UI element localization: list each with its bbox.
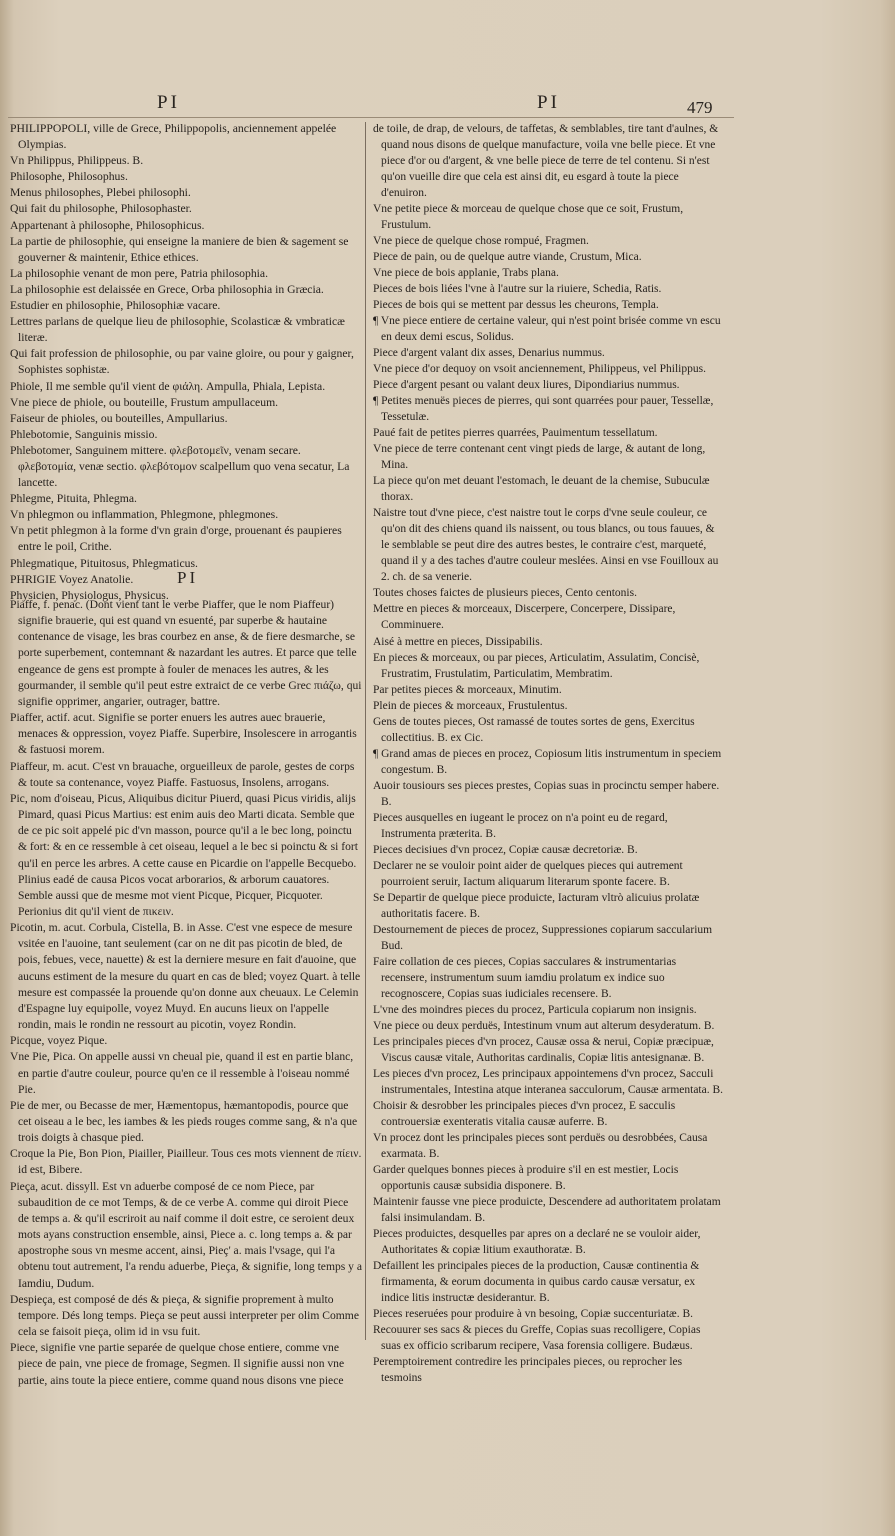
- dictionary-entry: Gens de toutes pieces, Ost ramassé de toutes sortes de gens, Exercitus collectitius. B. ex Cic.: [373, 715, 695, 744]
- dictionary-entry: Piece, signifie vne partie separée de quelque chose entiere, comme vne piece de pain, vne piece de fromage, Segmen. Il signifie aussi non vne partie, ains toute la piece entiere, comme quand nous disons vne piece: [10, 1341, 345, 1387]
- dictionary-entry: ¶ Vne piece entiere de certaine valeur, qui n'est point brisée comme vn escu en deux demi escus, Solidus.: [373, 315, 721, 344]
- dictionary-entry: Piece d'argent pesant ou valant deux liures, Dipondiarius nummus.: [373, 379, 680, 392]
- dictionary-entry: Phlegmatique, Pituitosus, Phlegmaticus.: [10, 556, 198, 570]
- dictionary-entry: Phlebotomer, Sanguinem mittere. φλεβοτομεῖν, venam secare. φλεβοτομία, venæ sectio. φλεβότομον scalpellum quo vena secatur, La lancette.: [10, 443, 350, 490]
- dictionary-entry: Se Departir de quelque piece produicte, Iacturam vltrò alicuius prolatæ authoritatis facere. B.: [373, 891, 700, 920]
- dictionary-entry: Despieça, est composé de dés & pieça, & signifie proprement à multo tempore. Dés long temps. Pieça se peut aussi interpreter per olim Comme cela se faisoit pieça, olim id in vsu fuit.: [10, 1292, 359, 1339]
- dictionary-entry: Les principales pieces d'vn procez, Causæ ossa & nerui, Copiæ præcipuæ, Viscus causæ vitale, Authoritas cardinalis, Copiæ litis antesignanæ. B.: [373, 1035, 714, 1064]
- dictionary-entry: Vne petite piece & morceau de quelque chose que ce soit, Frustum, Frustulum.: [373, 203, 684, 232]
- dictionary-entry: Vne piece de phiole, ou bouteille, Frustum ampullaceum.: [10, 395, 279, 409]
- dictionary-entry: Vn petit phlegmon à la forme d'vn grain d'orge, prouenant és paupieres entre le poil, Crithe.: [10, 524, 342, 554]
- dictionary-entry: La philosophie venant de mon pere, Patria philosophia.: [10, 266, 269, 280]
- column-divider: [365, 122, 366, 1340]
- dictionary-entry: Vn procez dont les principales pieces sont perduës ou desrobbées, Causa exarmata. B.: [373, 1131, 708, 1160]
- dictionary-entry: Faire collation de ces pieces, Copias sacculares & instrumentarias recensere, instrumentum suum iamdiu prolatum ex indice suo recognoscere, Copias suas iudiciales recensere. B.: [373, 955, 677, 1000]
- dictionary-entry: ¶ Petites menuës pieces de pierres, qui sont quarrées pour pauer, Tessellæ, Tessetulæ.: [373, 395, 714, 424]
- dictionary-entry: Appartenant à philosophe, Philosophicus.: [10, 218, 205, 232]
- dictionary-entry: Pieces reseruées pour produire à vn besoing, Copiæ succenturiatæ. B.: [373, 1308, 694, 1321]
- dictionary-entry: Peremptoirement contredire les principales pieces, ou reprocher les tesmoins: [373, 1356, 683, 1385]
- right-column: [373, 121, 723, 1386]
- dictionary-entry: Vne Pie, Pica. On appelle aussi vn cheual pie, quand il est en partie blanc, en partie d'autre couleur, pource qu'en ce il ressemble à l'oiseau nommé Pie.: [10, 1050, 354, 1096]
- dictionary-entry: Estudier en philosophie, Philosophiæ vacare.: [10, 299, 221, 313]
- dictionary-entry: Lettres parlans de quelque lieu de philosophie, Scolasticæ & vmbraticæ literæ.: [10, 315, 345, 345]
- dictionary-entry: Pic, nom d'oiseau, Picus, Aliquibus dicitur Piuerd, quasi Picus viridis, alijs Pimard, quasi Picus Martius: est enim auis deo Marti dicata. Semble que de ce pic soit appelé pic d'vn masson, pource qu'il a le bec long, poinctu & fort: & en ce ressemble à cet oiseau, lequel a le bec si poinctu & si fort qu'il en perce les arbres. A cette cause en Picardie on l'appelle Becquebo. Plinius eadé de causa Picos vocat arborarios, & arborum cauatores. Semble aussi que de mesme mot vient Picque, Picquer, Picquoter. Perionius dit qu'il vient de πικειν.: [10, 791, 358, 918]
- dictionary-entry: Vne piece de bois applanie, Trabs plana.: [373, 267, 559, 280]
- dictionary-entry: Pieces produictes, desquelles par apres on a declaré ne se vouloir aider, Authoritates & copiæ litium exauthoratæ. B.: [373, 1228, 701, 1257]
- section-heading: PI: [177, 568, 199, 587]
- dictionary-entry: Maintenir fausse vne piece produicte, Descendere ad authoritatem prolatam falsi insimulandam. B.: [373, 1196, 721, 1225]
- dictionary-entry: Mettre en pieces & morceaux, Discerpere, Concerpere, Dissipare, Comminuere.: [373, 603, 676, 632]
- dictionary-entry: Faiseur de phioles, ou bouteilles, Ampullarius.: [10, 411, 228, 425]
- dictionary-entry: Piaffer, actif. acut. Signifie se porter enuers les autres auec brauerie, menaces & oppression, voyez Piaffe. Superbire, Insolescere in arrogantis & fastuosi morem.: [10, 711, 357, 757]
- dictionary-entry: Piaffe, f. penac. (Dont vient tant le verbe Piaffer, que le nom Piaffeur) signifie brauerie, qui est quand vn esuenté, par superbe & hautaine contenance de visage, les bras courbez en anse, & de fiere desmarche, se porte superbement, contemnant & nazardant les autres. Et parce que telle engeance de gens est prompte à fouler de menaces les autres, & les gourmander, il semble qu'il peut estre extraict de ce verbe Grec πιάζω, qui signifie opprimer, angarier, outrager, battre.: [10, 598, 362, 708]
- left-running-head: PI: [157, 92, 180, 113]
- dictionary-entry: Piece de pain, ou de quelque autre viande, Crustum, Mica.: [373, 251, 642, 264]
- dictionary-entry: Menus philosophes, Plebei philosophi.: [10, 186, 191, 200]
- dictionary-entry: Recouurer ses sacs & pieces du Greffe, Copias suas recolligere, Copias suas ex officio scribarum recipere, Vasa forensia colligere. Budæus.: [373, 1324, 701, 1353]
- dictionary-entry: Defaillent les principales pieces de la production, Causæ continentia & firmamenta, & eorum documenta in quibus cardo causæ versatur, ex indice litis instructæ desiderantur. B.: [373, 1260, 700, 1305]
- dictionary-entry: Choisir & desrobber les principales pieces d'vn procez, E sacculis controuersiæ exenteratis vitalia causæ auferre. B.: [373, 1099, 676, 1128]
- dictionary-entry: Pieces de bois liées l'vne à l'autre sur la riuiere, Schedia, Ratis.: [373, 283, 662, 296]
- dictionary-entry: Pie de mer, ou Becasse de mer, Hæmentopus, hæmantopodis, pource que cet oiseau a le bec, les iambes & les pieds rouges comme sang, & n'a que trois doigts à chasque pied.: [10, 1098, 358, 1145]
- dictionary-entry: Destournement de pieces de procez, Suppressiones copiarum saccularium Bud.: [373, 923, 713, 952]
- dictionary-entry: Pieces ausquelles en iugeant le procez on n'a point eu de regard, Instrumenta præterita. B.: [373, 811, 668, 840]
- dictionary-entry: La philosophie est delaissée en Grece, Orba philosophia in Græcia.: [10, 282, 324, 296]
- dictionary-entry: Picque, voyez Pique.: [10, 1034, 108, 1048]
- dictionary-entry: Qui fait du philosophe, Philosophaster.: [10, 202, 192, 216]
- dictionary-entry: Croque la Pie, Bon Pion, Piailler, Piailleur. Tous ces mots viennent de πίειν. id est, Bibere.: [10, 1147, 362, 1177]
- dictionary-entry: Physicien, Physiologus, Physicus.: [10, 588, 169, 602]
- dictionary-entry: Phlebotomie, Sanguinis missio.: [10, 427, 158, 441]
- dictionary-entry: Plein de pieces & morceaux, Frustulentus.: [373, 699, 568, 712]
- dictionary-entry: Piaffeur, m. acut. C'est vn brauache, orgueilleux de parole, gestes de corps & toute sa contenance, voyez Piaffe. Fastuosus, Insolens, arrogans.: [10, 759, 355, 789]
- dictionary-entry: Phiole, Il me semble qu'il vient de φιάλη. Ampulla, Phiala, Lepista.: [10, 379, 326, 393]
- dictionary-entry: Les pieces d'vn procez, Les principaux appointemens d'vn procez, Sacculi instrumentales, Intestina atque interanea sacculorum, Causæ armentata. B.: [373, 1067, 724, 1096]
- dictionary-entry: Par petites pieces & morceaux, Minutim.: [373, 683, 562, 696]
- dictionary-entry: Pieça, acut. dissyll. Est vn aduerbe composé de ce nom Piece, par subaudition de ce mot Temps, & de ce verbe A. comme qui diroit Piece de temps a. & qu'il escriroit au naif comme il doit estre, ce seroient deux mots ayans construction ensemble, ainsi, Piece a. c. long temps a. & par apostrophe sous vn mesme accent, ainsi, Pieç' a. mais l'vsage, qui l'a obtenu tout autrement, l'a rendu aduerbe, Pieça, & signifie, long temps y a Iamdiu, Dudum.: [10, 1179, 363, 1290]
- dictionary-entry: Picotin, m. acut. Corbula, Cistella, B. in Asse. C'est vne espece de mesure vsitée en l'auoine, tant seulement (car on ne dit pas picotin de bled, de pois, febues, vece, nauette) & est la derniere mesure en fait d'auoine, que aucuns estiment de la mesure du quart en cas de bled; voyez Quart. à telle mesure est compassée la prouende qu'on donne aux cheuaux. Le Celemin d'Espagne luy equipolle, voyez Muyd. En aucuns lieux on l'appelle rondin, mais le rondin ne ressourt au picotin, voyez Rondin.: [10, 921, 361, 1032]
- dictionary-entry: Pieces decisiues d'vn procez, Copiæ causæ decretoriæ. B.: [373, 843, 638, 856]
- dictionary-entry: Aisé à mettre en pieces, Dissipabilis.: [373, 635, 543, 648]
- dictionary-entry: Piece d'argent valant dix asses, Denarius nummus.: [373, 347, 605, 360]
- dictionary-entry: En pieces & morceaux, ou par pieces, Articulatim, Assulatim, Concisè, Frustratim, Frustulatim, Particulatim, Membratim.: [373, 651, 700, 680]
- dictionary-entry: Paué fait de petites pierres quarrées, Pauimentum tessellatum.: [373, 427, 658, 440]
- left-column-top: [10, 121, 355, 604]
- left-column-bottom: [10, 597, 362, 1389]
- dictionary-entry: Qui fait profession de philosophie, ou par vaine gloire, ou pour y gaigner, Sophistes sophistæ.: [10, 347, 354, 377]
- dictionary-entry: de toile, de drap, de velours, de taffetas, & semblables, tire tant d'aulnes, & quand nous disons de quelque manufacture, voila vne belle piece. Et vne piece d'or ou d'argent, & vne belle piece de terre de tel contenu. Si n'est qu'on vueille dire que cela est ainsi dit, eu esgard à toute la piece d'enuiron.: [373, 123, 719, 200]
- dictionary-entry: Declarer ne se vouloir point aider de quelques pieces qui autrement pourroient seruir, Iactum aliquarum literarum sponte facere. B.: [373, 859, 683, 888]
- dictionary-entry: ¶ Grand amas de pieces en procez, Copiosum litis instrumentum in speciem congestum. B.: [373, 747, 722, 776]
- page-number: 479: [687, 98, 713, 117]
- dictionary-entry: Garder quelques bonnes pieces à produire s'il en est mestier, Locis opportunis causæ subsidia disponere. B.: [373, 1164, 679, 1193]
- dictionary-entry: Toutes choses faictes de plusieurs pieces, Cento centonis.: [373, 587, 637, 600]
- dictionary-entry: La piece qu'on met deuant l'estomach, le deuant de la chemise, Subuculæ thorax.: [373, 475, 710, 504]
- dictionary-entry: Pieces de bois qui se mettent par dessus les cheurons, Templa.: [373, 299, 659, 312]
- right-running-head: PI: [537, 92, 560, 113]
- dictionary-entry: Phlegme, Pituita, Phlegma.: [10, 492, 137, 506]
- dictionary-entry: Vn Philippus, Philippeus. B.: [10, 154, 144, 168]
- dictionary-entry: Vne piece ou deux perduës, Intestinum vnum aut alterum desyderatum. B.: [373, 1019, 715, 1032]
- dictionary-entry: La partie de philosophie, qui enseigne la maniere de bien & sagement se gouverner & maintenir, Ethice ethices.: [10, 234, 349, 264]
- dictionary-entry: Vne piece de terre contenant cent vingt pieds de large, & autant de long, Mina.: [373, 443, 706, 472]
- dictionary-entry: Auoir tousiours ses pieces prestes, Copias suas in procinctu semper habere. B.: [373, 779, 720, 808]
- dictionary-entry: Vn phlegmon ou inflammation, Phlegmone, phlegmones.: [10, 508, 279, 522]
- dictionary-entry: Vne piece de quelque chose rompué, Fragmen.: [373, 235, 589, 248]
- header-rule: [8, 117, 734, 118]
- dictionary-entry: Philosophe, Philosophus.: [10, 170, 128, 184]
- dictionary-entry: Naistre tout d'vne piece, c'est naistre tout le corps d'vne seule couleur, ce qu'on dit des chiens quand ils naissent, ou tous blancs, ou tous fauues, & le semblable se peut dire des autres bestes, le contraire c'est, marqueté, quand il y a des taches d'autre couleur meslées. Ainsi en vse Fouilloux au 2. ch. de sa venerie.: [373, 507, 719, 584]
- dictionary-entry: L'vne des moindres pieces du procez, Particula copiarum non insignis.: [373, 1003, 697, 1016]
- dictionary-entry: PHRIGIE Voyez Anatolie.: [10, 572, 134, 586]
- dictionary-entry: PHILIPPOPOLI, ville de Grece, Philippopolis, anciennement appelée Olympias.: [10, 122, 337, 152]
- dictionary-entry: Vne piece d'or dequoy on vsoit anciennement, Philippeus, vel Philippus.: [373, 363, 706, 376]
